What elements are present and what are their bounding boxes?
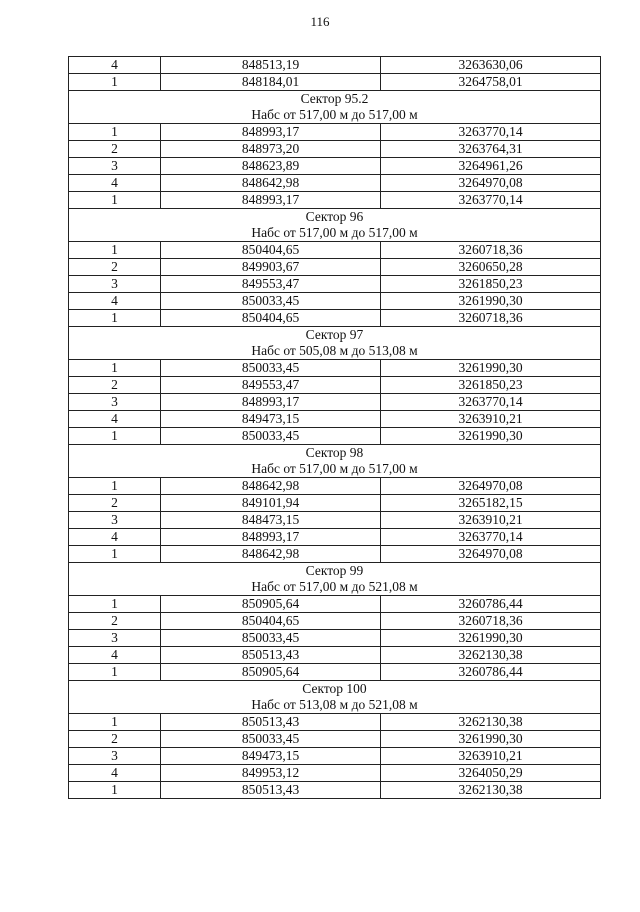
sector-title: Сектор 97 bbox=[69, 327, 601, 344]
y-coordinate-cell: 3260786,44 bbox=[381, 596, 601, 613]
sector-title-row bbox=[69, 91, 601, 108]
x-coordinate-cell: 850033,45 bbox=[161, 731, 381, 748]
table-row bbox=[69, 192, 601, 209]
point-number-cell: 4 bbox=[69, 529, 161, 546]
point-number-cell: 2 bbox=[69, 613, 161, 630]
x-coordinate-cell: 848642,98 bbox=[161, 478, 381, 495]
point-number-cell: 3 bbox=[69, 276, 161, 293]
sector-height-range: Набс от 517,00 м до 517,00 м bbox=[69, 107, 601, 124]
x-coordinate-cell: 849473,15 bbox=[161, 411, 381, 428]
y-coordinate-cell: 3263764,31 bbox=[381, 141, 601, 158]
sector-height-row bbox=[69, 697, 601, 714]
y-coordinate-cell: 3264050,29 bbox=[381, 765, 601, 782]
point-number-cell: 3 bbox=[69, 394, 161, 411]
table-row bbox=[69, 57, 601, 74]
point-number-cell: 4 bbox=[69, 57, 161, 74]
y-coordinate-cell: 3260786,44 bbox=[381, 664, 601, 681]
x-coordinate-cell: 849553,47 bbox=[161, 276, 381, 293]
sector-height-range: Набс от 517,00 м до 517,00 м bbox=[69, 225, 601, 242]
sector-height-row bbox=[69, 461, 601, 478]
y-coordinate-cell: 3260650,28 bbox=[381, 259, 601, 276]
table-row bbox=[69, 158, 601, 175]
point-number-cell: 2 bbox=[69, 731, 161, 748]
sector-title-row bbox=[69, 563, 601, 580]
point-number-cell: 2 bbox=[69, 259, 161, 276]
table-row bbox=[69, 411, 601, 428]
x-coordinate-cell: 850404,65 bbox=[161, 242, 381, 259]
y-coordinate-cell: 3264970,08 bbox=[381, 546, 601, 563]
y-coordinate-cell: 3261990,30 bbox=[381, 360, 601, 377]
y-coordinate-cell: 3261850,23 bbox=[381, 377, 601, 394]
point-number-cell: 1 bbox=[69, 360, 161, 377]
y-coordinate-cell: 3264961,26 bbox=[381, 158, 601, 175]
y-coordinate-cell: 3263770,14 bbox=[381, 124, 601, 141]
y-coordinate-cell: 3263910,21 bbox=[381, 512, 601, 529]
x-coordinate-cell: 848993,17 bbox=[161, 529, 381, 546]
x-coordinate-cell: 850033,45 bbox=[161, 360, 381, 377]
y-coordinate-cell: 3263630,06 bbox=[381, 57, 601, 74]
point-number-cell: 4 bbox=[69, 765, 161, 782]
x-coordinate-cell: 850513,43 bbox=[161, 714, 381, 731]
x-coordinate-cell: 849903,67 bbox=[161, 259, 381, 276]
sector-title: Сектор 99 bbox=[69, 563, 601, 580]
point-number-cell: 2 bbox=[69, 377, 161, 394]
table-row bbox=[69, 360, 601, 377]
table-row bbox=[69, 377, 601, 394]
table-row bbox=[69, 124, 601, 141]
table-row bbox=[69, 748, 601, 765]
point-number-cell: 4 bbox=[69, 647, 161, 664]
point-number-cell: 3 bbox=[69, 748, 161, 765]
point-number-cell: 4 bbox=[69, 411, 161, 428]
sector-height-range: Набс от 517,00 м до 517,00 м bbox=[69, 461, 601, 478]
sector-height-range: Набс от 513,08 м до 521,08 м bbox=[69, 697, 601, 714]
y-coordinate-cell: 3264758,01 bbox=[381, 74, 601, 91]
table-row bbox=[69, 782, 601, 799]
y-coordinate-cell: 3262130,38 bbox=[381, 647, 601, 664]
point-number-cell: 3 bbox=[69, 158, 161, 175]
sector-title-row bbox=[69, 327, 601, 344]
sector-title: Сектор 96 bbox=[69, 209, 601, 226]
sector-title-row bbox=[69, 209, 601, 226]
coordinates-table bbox=[68, 56, 601, 799]
point-number-cell: 1 bbox=[69, 310, 161, 327]
sector-title: Сектор 95.2 bbox=[69, 91, 601, 108]
table-row bbox=[69, 613, 601, 630]
table-row bbox=[69, 175, 601, 192]
x-coordinate-cell: 850404,65 bbox=[161, 310, 381, 327]
table-row bbox=[69, 664, 601, 681]
x-coordinate-cell: 848473,15 bbox=[161, 512, 381, 529]
table-row bbox=[69, 276, 601, 293]
y-coordinate-cell: 3261990,30 bbox=[381, 731, 601, 748]
y-coordinate-cell: 3261990,30 bbox=[381, 630, 601, 647]
table-row bbox=[69, 242, 601, 259]
point-number-cell: 1 bbox=[69, 714, 161, 731]
sector-height-range: Набс от 517,00 м до 521,08 м bbox=[69, 579, 601, 596]
point-number-cell: 1 bbox=[69, 782, 161, 799]
table-row bbox=[69, 259, 601, 276]
point-number-cell: 1 bbox=[69, 124, 161, 141]
point-number-cell: 1 bbox=[69, 478, 161, 495]
sector-height-row bbox=[69, 107, 601, 124]
y-coordinate-cell: 3260718,36 bbox=[381, 242, 601, 259]
x-coordinate-cell: 848973,20 bbox=[161, 141, 381, 158]
sector-title: Сектор 98 bbox=[69, 445, 601, 462]
sector-title-row bbox=[69, 681, 601, 698]
table-row bbox=[69, 630, 601, 647]
table-row bbox=[69, 293, 601, 310]
y-coordinate-cell: 3264970,08 bbox=[381, 175, 601, 192]
point-number-cell: 1 bbox=[69, 428, 161, 445]
table-row bbox=[69, 428, 601, 445]
table-row bbox=[69, 529, 601, 546]
y-coordinate-cell: 3261990,30 bbox=[381, 428, 601, 445]
y-coordinate-cell: 3263770,14 bbox=[381, 529, 601, 546]
x-coordinate-cell: 849953,12 bbox=[161, 765, 381, 782]
coordinates-table-body bbox=[69, 57, 601, 799]
table-row bbox=[69, 512, 601, 529]
point-number-cell: 3 bbox=[69, 630, 161, 647]
page-number: 116 bbox=[310, 14, 330, 29]
x-coordinate-cell: 848993,17 bbox=[161, 124, 381, 141]
x-coordinate-cell: 848184,01 bbox=[161, 74, 381, 91]
x-coordinate-cell: 850905,64 bbox=[161, 596, 381, 613]
point-number-cell: 3 bbox=[69, 512, 161, 529]
y-coordinate-cell: 3263910,21 bbox=[381, 411, 601, 428]
x-coordinate-cell: 850905,64 bbox=[161, 664, 381, 681]
y-coordinate-cell: 3263770,14 bbox=[381, 192, 601, 209]
sector-height-range: Набс от 505,08 м до 513,08 м bbox=[69, 343, 601, 360]
x-coordinate-cell: 848642,98 bbox=[161, 175, 381, 192]
point-number-cell: 1 bbox=[69, 192, 161, 209]
x-coordinate-cell: 848513,19 bbox=[161, 57, 381, 74]
x-coordinate-cell: 850404,65 bbox=[161, 613, 381, 630]
x-coordinate-cell: 849473,15 bbox=[161, 748, 381, 765]
table-row bbox=[69, 714, 601, 731]
point-number-cell: 1 bbox=[69, 596, 161, 613]
point-number-cell: 1 bbox=[69, 242, 161, 259]
table-row bbox=[69, 394, 601, 411]
table-row bbox=[69, 141, 601, 158]
x-coordinate-cell: 848623,89 bbox=[161, 158, 381, 175]
table-row bbox=[69, 478, 601, 495]
y-coordinate-cell: 3263910,21 bbox=[381, 748, 601, 765]
x-coordinate-cell: 850033,45 bbox=[161, 293, 381, 310]
x-coordinate-cell: 850513,43 bbox=[161, 647, 381, 664]
y-coordinate-cell: 3262130,38 bbox=[381, 782, 601, 799]
table-row bbox=[69, 310, 601, 327]
x-coordinate-cell: 848993,17 bbox=[161, 394, 381, 411]
point-number-cell: 2 bbox=[69, 141, 161, 158]
x-coordinate-cell: 849553,47 bbox=[161, 377, 381, 394]
table-row bbox=[69, 731, 601, 748]
table-row bbox=[69, 647, 601, 664]
x-coordinate-cell: 848993,17 bbox=[161, 192, 381, 209]
table-row bbox=[69, 765, 601, 782]
y-coordinate-cell: 3262130,38 bbox=[381, 714, 601, 731]
sector-height-row bbox=[69, 343, 601, 360]
y-coordinate-cell: 3260718,36 bbox=[381, 310, 601, 327]
table-row bbox=[69, 546, 601, 563]
y-coordinate-cell: 3260718,36 bbox=[381, 613, 601, 630]
y-coordinate-cell: 3263770,14 bbox=[381, 394, 601, 411]
sector-height-row bbox=[69, 225, 601, 242]
x-coordinate-cell: 850513,43 bbox=[161, 782, 381, 799]
sector-height-row bbox=[69, 579, 601, 596]
table-row bbox=[69, 74, 601, 91]
x-coordinate-cell: 848642,98 bbox=[161, 546, 381, 563]
table-row bbox=[69, 596, 601, 613]
y-coordinate-cell: 3264970,08 bbox=[381, 478, 601, 495]
x-coordinate-cell: 850033,45 bbox=[161, 428, 381, 445]
point-number-cell: 1 bbox=[69, 74, 161, 91]
point-number-cell: 1 bbox=[69, 546, 161, 563]
sector-title: Сектор 100 bbox=[69, 681, 601, 698]
x-coordinate-cell: 850033,45 bbox=[161, 630, 381, 647]
y-coordinate-cell: 3265182,15 bbox=[381, 495, 601, 512]
point-number-cell: 2 bbox=[69, 495, 161, 512]
table-row bbox=[69, 495, 601, 512]
point-number-cell: 4 bbox=[69, 175, 161, 192]
y-coordinate-cell: 3261850,23 bbox=[381, 276, 601, 293]
x-coordinate-cell: 849101,94 bbox=[161, 495, 381, 512]
point-number-cell: 1 bbox=[69, 664, 161, 681]
point-number-cell: 4 bbox=[69, 293, 161, 310]
y-coordinate-cell: 3261990,30 bbox=[381, 293, 601, 310]
sector-title-row bbox=[69, 445, 601, 462]
